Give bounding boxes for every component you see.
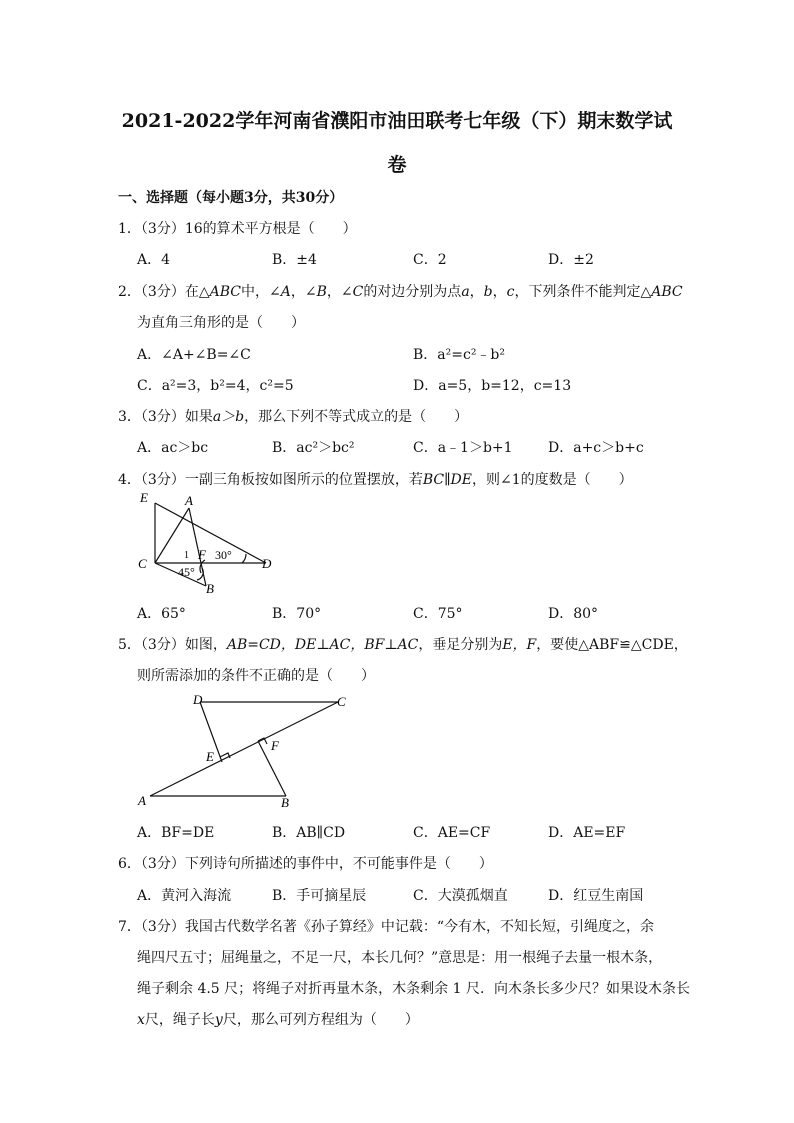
question-1: 1．（3分）16的算术平方根是（ ）: [118, 221, 357, 237]
q4-triangle-figure: [134, 488, 274, 598]
question-5: 5．（3分）如图，AB=CD，DE⊥AC，BF⊥AC，垂足分别为E，F，要使△ABF≌△CDE，: [118, 637, 688, 653]
q1-option-b: B．±4: [272, 252, 317, 268]
q5-triangle-figure: [134, 690, 354, 812]
fig4-angle-45: 45°: [178, 565, 195, 579]
q1-option-a: A．4: [137, 252, 171, 268]
q3-option-a: A．ac＞bc: [137, 440, 209, 456]
q3-option-b: B．ac²＞bc²: [272, 440, 355, 456]
q4-option-b: B．70°: [272, 606, 322, 622]
question-7: 7．（3分）我国古代数学名著《孙子算经》中记载：“今有木，不知长短，引绳度之，余: [118, 919, 654, 935]
fig4-label-d: D: [262, 556, 272, 571]
fig4-label-c: C: [138, 556, 147, 571]
fig5-label-c: C: [337, 694, 346, 709]
fig4-label-e: E: [140, 490, 148, 505]
q1-option-d: D．±2: [548, 252, 594, 268]
q6-option-d: D．红豆生南国: [548, 888, 644, 904]
q5-option-a: A．BF=DE: [137, 825, 215, 841]
question-2: 2．（3分）在△ABC中，∠A，∠B，∠C的对边分别为点a，b，c，下列条件不能判定△ABC: [118, 284, 683, 300]
q2-option-a: A．∠A+∠B=∠C: [137, 347, 251, 363]
q6-option-c: C．大漠孤烟直: [413, 888, 508, 904]
q4-option-a: A．65°: [137, 606, 186, 622]
question-5-line2: 则所需添加的条件不正确的是（ ）: [137, 668, 375, 684]
q5-option-c: C．AE=CF: [413, 825, 491, 841]
q6-option-b: B．手可摘星辰: [272, 888, 367, 904]
q5-option-d: D．AE=EF: [548, 825, 626, 841]
q3-option-d: D．a+c＞b+c: [548, 440, 644, 456]
fig5-label-a: A: [138, 793, 146, 808]
q3-option-c: C．a﹣1＞b+1: [413, 440, 513, 456]
fig4-label-f: F: [198, 547, 206, 562]
question-4: 4．（3分）一副三角板按如图所示的位置摆放，若BC∥DE，则∠1的度数是（ ）: [118, 472, 633, 488]
question-7-line2: 绳四尺五寸；屈绳量之，不足一尺，本长几何？”意思是：用一根绳子去量一根木条，: [137, 950, 663, 966]
fig4-label-b: B: [206, 581, 214, 596]
fig4-angle-1: 1: [184, 550, 189, 561]
fig5-label-e: E: [206, 749, 214, 764]
fig4-angle-30: 30°: [215, 548, 232, 562]
fig5-label-f: F: [271, 738, 279, 753]
question-2-line2: 为直角三角形的是（ ）: [137, 315, 305, 331]
q2-option-b: B．a²=c²﹣b²: [413, 347, 506, 363]
q4-option-c: C．75°: [413, 606, 463, 622]
question-6: 6．（3分）下列诗句所描述的事件中，不可能事件是（ ）: [118, 856, 493, 872]
page-title-line2: 卷: [387, 154, 407, 176]
question-7-line3: 绳子剩余 4.5 尺；将绳子对折再量木条，木条剩余 1 尺．向木条长多少尺？如果设木条长: [137, 981, 690, 997]
question-3: 3．（3分）如果a＞b，那么下列不等式成立的是（ ）: [118, 409, 469, 425]
question-7-line4: x尺，绳子长y尺，那么可列方程组为（ ）: [137, 1012, 419, 1028]
fig4-label-a: A: [185, 493, 193, 508]
q5-option-b: B．AB∥CD: [272, 825, 346, 841]
q6-option-a: A．黄河入海流: [137, 888, 232, 904]
q4-option-d: D．80°: [548, 606, 599, 622]
fig5-label-b: B: [281, 795, 289, 810]
q2-option-c: C．a²=3，b²=4，c²=5: [137, 378, 294, 394]
q1-option-c: C．2: [413, 252, 447, 268]
q2-option-d: D．a=5，b=12，c=13: [413, 378, 572, 394]
page-title: 2021-2022学年河南省濮阳市油田联考七年级（下）期末数学试: [121, 110, 673, 132]
fig5-label-d: D: [193, 692, 203, 707]
section-heading: 一、选择题（每小题3分，共30分）: [118, 190, 344, 206]
